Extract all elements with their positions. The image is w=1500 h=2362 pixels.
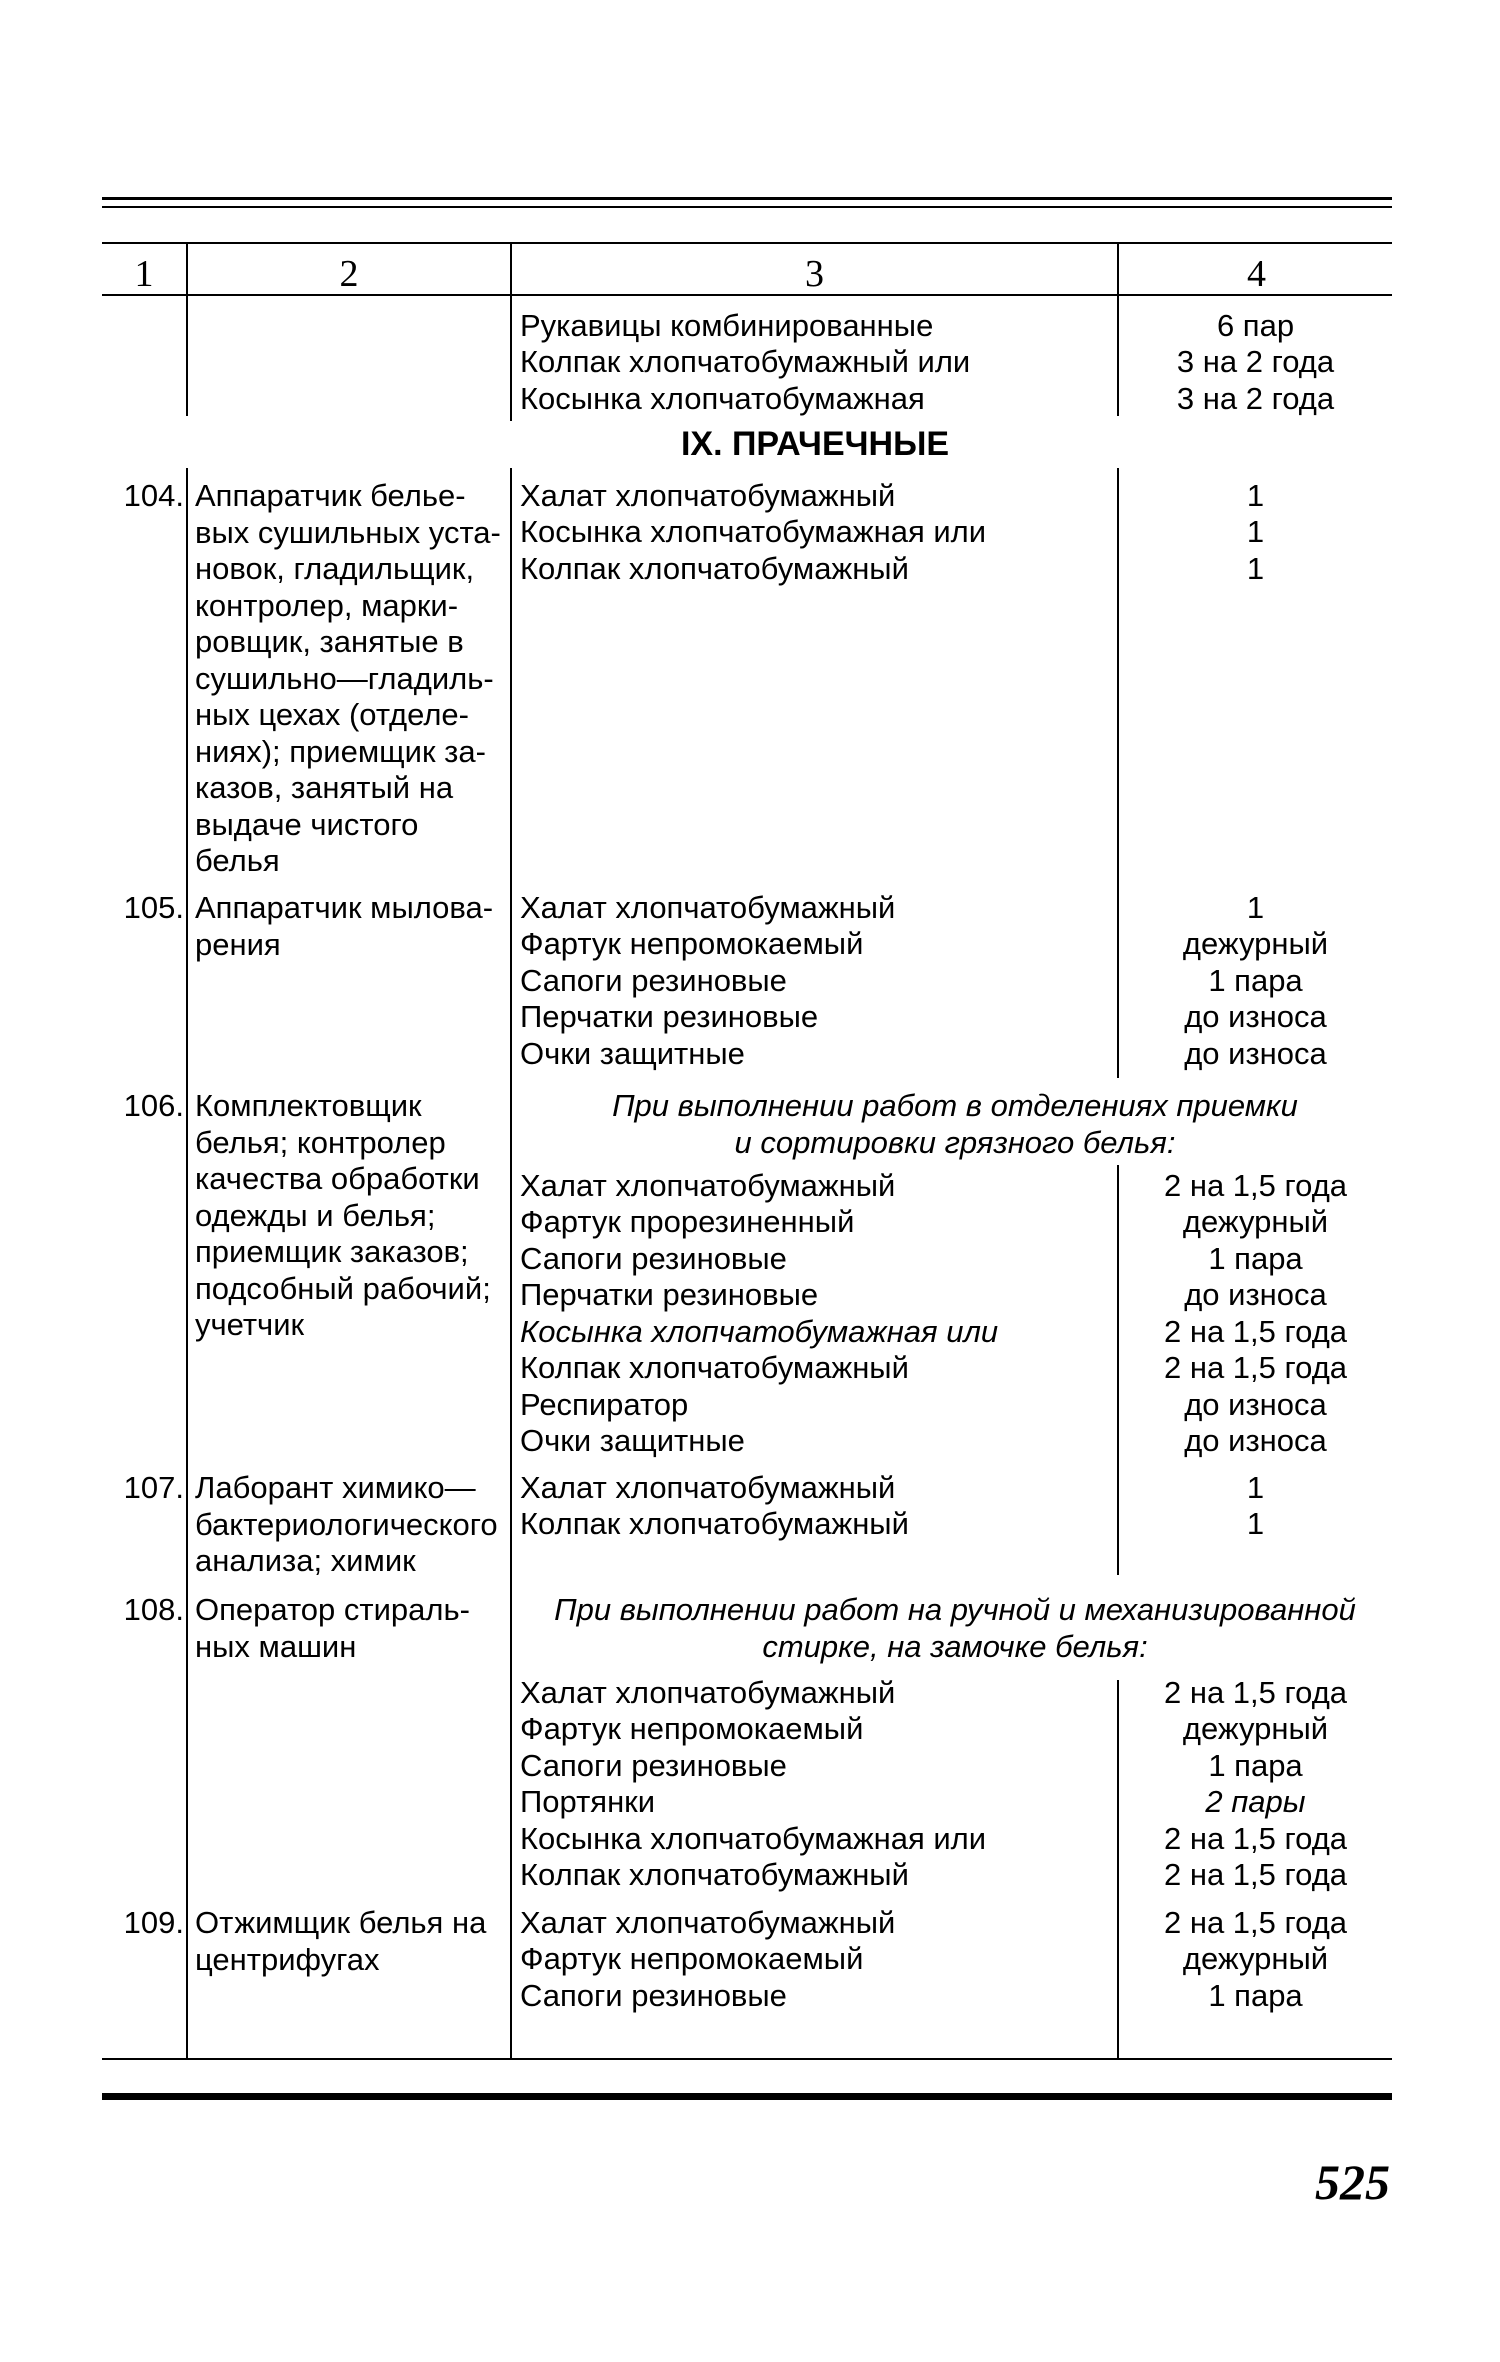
section-title: IX. ПРАЧЕЧНЫЕ	[680, 425, 950, 463]
item: Фартук непромокаемый	[520, 926, 864, 961]
item: Колпак хлопчатобумажный	[520, 1350, 909, 1385]
value: 1	[1246, 514, 1265, 549]
item: Сапоги резиновые	[520, 1241, 787, 1276]
item: Колпак хлопчатобумажный	[520, 551, 909, 586]
value: 1	[1246, 1470, 1265, 1505]
cont-item: Рукавицы комбинированные	[520, 308, 934, 343]
value: 2 на 1,5 года	[1163, 1675, 1348, 1710]
job-title: Оператор стираль- ных машин	[195, 1592, 470, 1664]
top-rule-second	[102, 206, 1392, 208]
row-number: 104.	[123, 478, 184, 513]
item: Косынка хлопчатобумажная или	[520, 1821, 987, 1856]
value: 2 на 1,5 года	[1163, 1314, 1348, 1349]
value: до износа	[1184, 1387, 1327, 1422]
item: Очки защитные	[520, 1423, 745, 1458]
cont-value: 3 на 2 года	[1176, 344, 1335, 379]
value: 1 пара	[1208, 963, 1303, 998]
value: 1	[1246, 478, 1265, 513]
value: 1 пара	[1208, 1241, 1303, 1276]
row-number: 108.	[123, 1592, 184, 1627]
col-divider-2	[510, 296, 512, 421]
item: Халат хлопчатобумажный	[520, 890, 896, 925]
item: Колпак хлопчатобумажный	[520, 1857, 909, 1892]
row-number: 109.	[123, 1905, 184, 1940]
value: 1 пара	[1208, 1978, 1303, 2013]
item: Халат хлопчатобумажный	[520, 1675, 896, 1710]
job-title: Лаборант химико— бактериологического анализа; химик	[195, 1470, 498, 1578]
col-divider-1	[186, 296, 188, 416]
value: до износа	[1184, 1036, 1327, 1071]
value: до износа	[1184, 1423, 1327, 1458]
col-divider-1	[186, 468, 188, 2060]
header-col-4: 4	[1247, 253, 1266, 295]
value: 2 на 1,5 года	[1163, 1821, 1348, 1856]
item: Фартук прорезиненный	[520, 1204, 855, 1239]
col-divider-2	[510, 468, 512, 2060]
item: Сапоги резиновые	[520, 1978, 787, 2013]
cont-value: 6 пар	[1216, 308, 1295, 343]
item: Перчатки резиновые	[520, 1277, 819, 1312]
job-title: Комплектовщик белья; контролер качества обработки одежды и белья; приемщик заказов; подсобный рабочий; учетчик	[195, 1088, 491, 1342]
item: Фартук непромокаемый	[520, 1711, 864, 1746]
item: Халат хлопчатобумажный	[520, 1905, 896, 1940]
item: Сапоги резиновые	[520, 963, 787, 998]
header-top-line	[102, 242, 1392, 244]
item: Респиратор	[520, 1387, 689, 1422]
value: до износа	[1184, 999, 1327, 1034]
job-title: Аппаратчик мылова- рения	[195, 890, 494, 962]
value: дежурный	[1182, 1941, 1329, 1976]
item: Халат хлопчатобумажный	[520, 1470, 896, 1505]
item: Портянки	[520, 1784, 656, 1819]
item: Перчатки резиновые	[520, 999, 819, 1034]
item: Очки защитные	[520, 1036, 745, 1071]
page-number: 525	[1315, 2154, 1390, 2210]
value: 2 на 1,5 года	[1163, 1857, 1348, 1892]
row-number: 107.	[123, 1470, 184, 1505]
value: 1 пара	[1208, 1748, 1303, 1783]
item: Колпак хлопчатобумажный	[520, 1506, 909, 1541]
row-note: При выполнении работ в отделениях приемки и сортировки грязного белья:	[612, 1088, 1298, 1160]
value: 2 на 1,5 года	[1163, 1168, 1348, 1203]
value: 1	[1246, 890, 1265, 925]
value: дежурный	[1182, 926, 1329, 961]
item: Косынка хлопчатобумажная или	[520, 1314, 999, 1349]
top-rule	[102, 197, 1392, 200]
header-col-2: 2	[339, 253, 359, 295]
item: Халат хлопчатобумажный	[520, 478, 896, 513]
item: Халат хлопчатобумажный	[520, 1168, 896, 1203]
footer-rule	[102, 2093, 1392, 2100]
value: дежурный	[1182, 1204, 1329, 1239]
row-number: 106.	[123, 1088, 184, 1123]
item: Фартук непромокаемый	[520, 1941, 864, 1976]
table-bottom-line	[102, 2058, 1392, 2060]
row-number: 105.	[123, 890, 184, 925]
job-title: Аппаратчик белье- вых сушильных уста- новок, гладильщик, контролер, марки- ровщик, занятые в сушильно—гладиль- ных цехах (отделе- ниях); приемщик за- казов, занятый на выдаче чистого белья	[195, 478, 501, 878]
item: Сапоги резиновые	[520, 1748, 787, 1783]
value: 2 пары	[1205, 1784, 1306, 1819]
value: до износа	[1184, 1277, 1327, 1312]
value: дежурный	[1182, 1711, 1329, 1746]
header-col-3: 3	[805, 253, 824, 295]
header-col-1: 1	[134, 253, 154, 295]
value: 2 на 1,5 года	[1163, 1350, 1348, 1385]
item: Косынка хлопчатобумажная или	[520, 514, 987, 549]
value: 2 на 1,5 года	[1163, 1905, 1348, 1940]
value: 1	[1246, 551, 1265, 586]
cont-value: 3 на 2 года	[1176, 381, 1335, 416]
row-note: При выполнении работ на ручной и механизированной стирке, на замочке белья:	[554, 1592, 1356, 1664]
cont-item: Колпак хлопчатобумажный или	[520, 344, 971, 379]
value: 1	[1246, 1506, 1265, 1541]
cont-item: Косынка хлопчатобумажная	[520, 381, 925, 416]
job-title: Отжимщик белья на центрифугах	[195, 1905, 487, 1977]
